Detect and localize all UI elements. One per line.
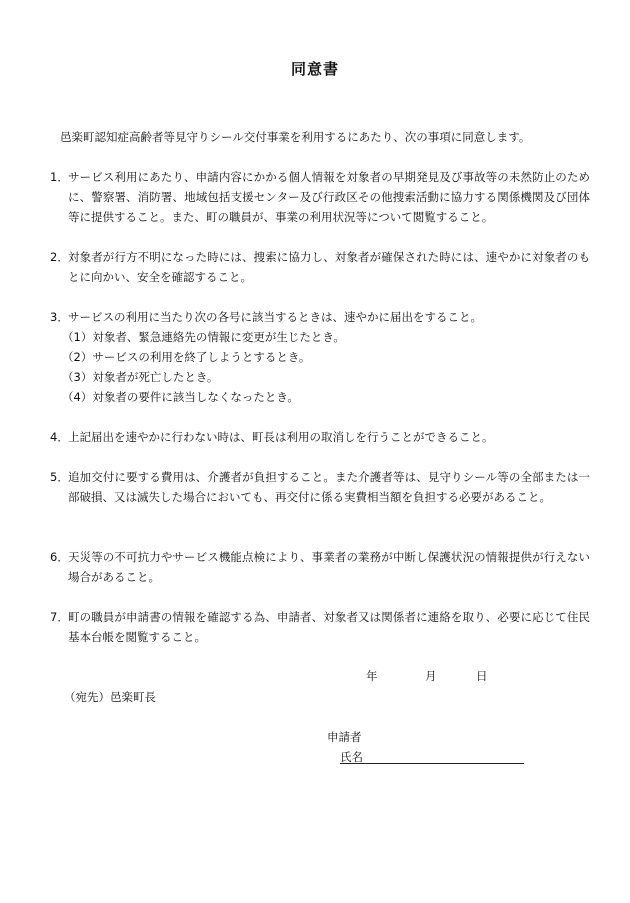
date-month-label: 月 — [425, 669, 437, 683]
item-number: 4． — [50, 430, 69, 444]
applicant-label: 申請者 — [327, 730, 362, 744]
consent-item-1 — [50, 167, 590, 227]
item-text: サービス利用にあたり、申請内容にかかる個人情報を対象者の早期発見及び事故等の未然防止のために、警察署、消防署、地域包括支援センター及び行政区その他捜索活動に協力する関係機関及び団体等に提供すること。また、町の職員が、事業の利用状況等について閲覧すること。 — [68, 170, 590, 224]
date-day-label: 日 — [476, 669, 488, 683]
name-label: 氏名 — [340, 750, 363, 764]
item-text: 上記届出を速やかに行わない時は、町長は利用の取消しを行うことができること。 — [68, 430, 494, 444]
consent-item-4 — [50, 427, 590, 447]
item-text: サービスの利用に当たり次の各号に該当するときは、速やかに届出をすること。 — [68, 310, 482, 324]
item-number: 2． — [50, 250, 69, 264]
addressee: （宛先）邑楽町長 — [64, 690, 156, 704]
consent-item-5 — [50, 467, 590, 507]
name-signature-line[interactable] — [340, 763, 524, 764]
sub-item-2: （2）サービスの利用を終了しようとするとき。 — [62, 350, 311, 364]
item-number: 3． — [50, 310, 69, 324]
item-text: 天災等の不可抗力やサービス機能点検により、事業者の業務が中断し保護状況の情報提供が行えない場合があること。 — [68, 550, 590, 584]
item-text: 対象者が行方不明になった時には、捜索に協力し、対象者が確保された時には、速やかに対象者のもとに向かい、安全を確認すること。 — [68, 250, 590, 284]
item-text: 町の職員が申請書の情報を確認する為、申請者、対象者又は関係者に連絡を取り、必要に応じて住民基本台帳を閲覧すること。 — [68, 610, 590, 644]
consent-item-3 — [50, 307, 590, 407]
consent-item-6 — [50, 547, 590, 587]
sub-item-3: （3）対象者が死亡したとき。 — [62, 370, 219, 384]
consent-item-7 — [50, 607, 590, 647]
item-number: 7． — [50, 610, 69, 624]
date-row — [0, 668, 630, 688]
consent-item-2 — [50, 247, 590, 287]
item-number: 1． — [50, 170, 69, 184]
sub-item-1: （1）対象者、緊急連絡先の情報に変更が生じたとき。 — [62, 330, 345, 344]
item-text: 追加交付に要する費用は、介護者が負担すること。また介護者等は、見守りシール等の全部または一部破損、又は滅失した場合においても、再交付に係る実費相当額を負担する必要があること。 — [68, 470, 590, 504]
date-year-label: 年 — [366, 669, 378, 683]
intro-paragraph: 邑楽町認知症高齢者等見守りシール交付事業を利用するにあたり、次の事項に同意します。 — [60, 130, 531, 144]
item-number: 5． — [50, 470, 69, 484]
sub-item-4: （4）対象者の要件に該当しなくなったとき。 — [62, 390, 299, 404]
item-number: 6． — [50, 550, 69, 564]
page-title: 同意書 — [290, 60, 339, 78]
